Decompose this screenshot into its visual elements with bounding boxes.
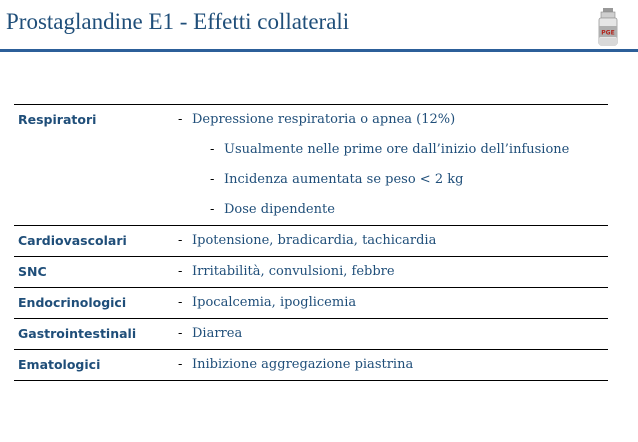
- effect-subitem: - Usualmente nelle prime ore dall’inizio dell’infusione: [178, 135, 608, 165]
- category-label: Cardiovascolari: [18, 233, 127, 248]
- category-label: SNC: [18, 264, 47, 279]
- title-rule: [0, 49, 638, 52]
- effect-item: - Diarrea: [178, 319, 608, 349]
- effect-item: - Inibizione aggregazione piastrina: [178, 350, 608, 380]
- bullet-dash: -: [178, 357, 183, 372]
- table-row: [14, 105, 608, 226]
- side-effects-table: [14, 104, 608, 381]
- bullet-dash: -: [210, 142, 215, 157]
- bullet-dash: -: [178, 112, 183, 127]
- table-row: [14, 319, 608, 350]
- table-row: [14, 288, 608, 319]
- effect-item: - Depressione respiratoria o apnea (12%): [178, 105, 608, 135]
- bullet-dash: -: [210, 172, 215, 187]
- table-row: [14, 350, 608, 381]
- bullet-dash: -: [178, 264, 183, 279]
- category-label: Gastrointestinali: [18, 326, 137, 341]
- category-label: Respiratori: [18, 112, 97, 127]
- drug-vial-logo: [597, 8, 619, 46]
- effect-item: - Ipocalcemia, ipoglicemia: [178, 288, 608, 318]
- bullet-dash: -: [178, 326, 183, 341]
- category-label: Endocrinologici: [18, 295, 127, 310]
- table-row: [14, 226, 608, 257]
- effect-item: - Ipotensione, bradicardia, tachicardia: [178, 226, 608, 256]
- bullet-dash: -: [178, 233, 183, 248]
- table-row: [14, 257, 608, 288]
- effect-subitem: - Dose dipendente: [178, 195, 608, 225]
- page-title: Prostaglandine E1 - Effetti collaterali: [6, 9, 350, 34]
- bullet-dash: -: [178, 295, 183, 310]
- effect-subitem: - Incidenza aumentata se peso < 2 kg: [178, 165, 608, 195]
- category-label: Ematologici: [18, 357, 101, 372]
- bullet-dash: -: [210, 202, 215, 217]
- effect-item: - Irritabilità, convulsioni, febbre: [178, 257, 608, 287]
- logo-label: PGE: [601, 29, 615, 37]
